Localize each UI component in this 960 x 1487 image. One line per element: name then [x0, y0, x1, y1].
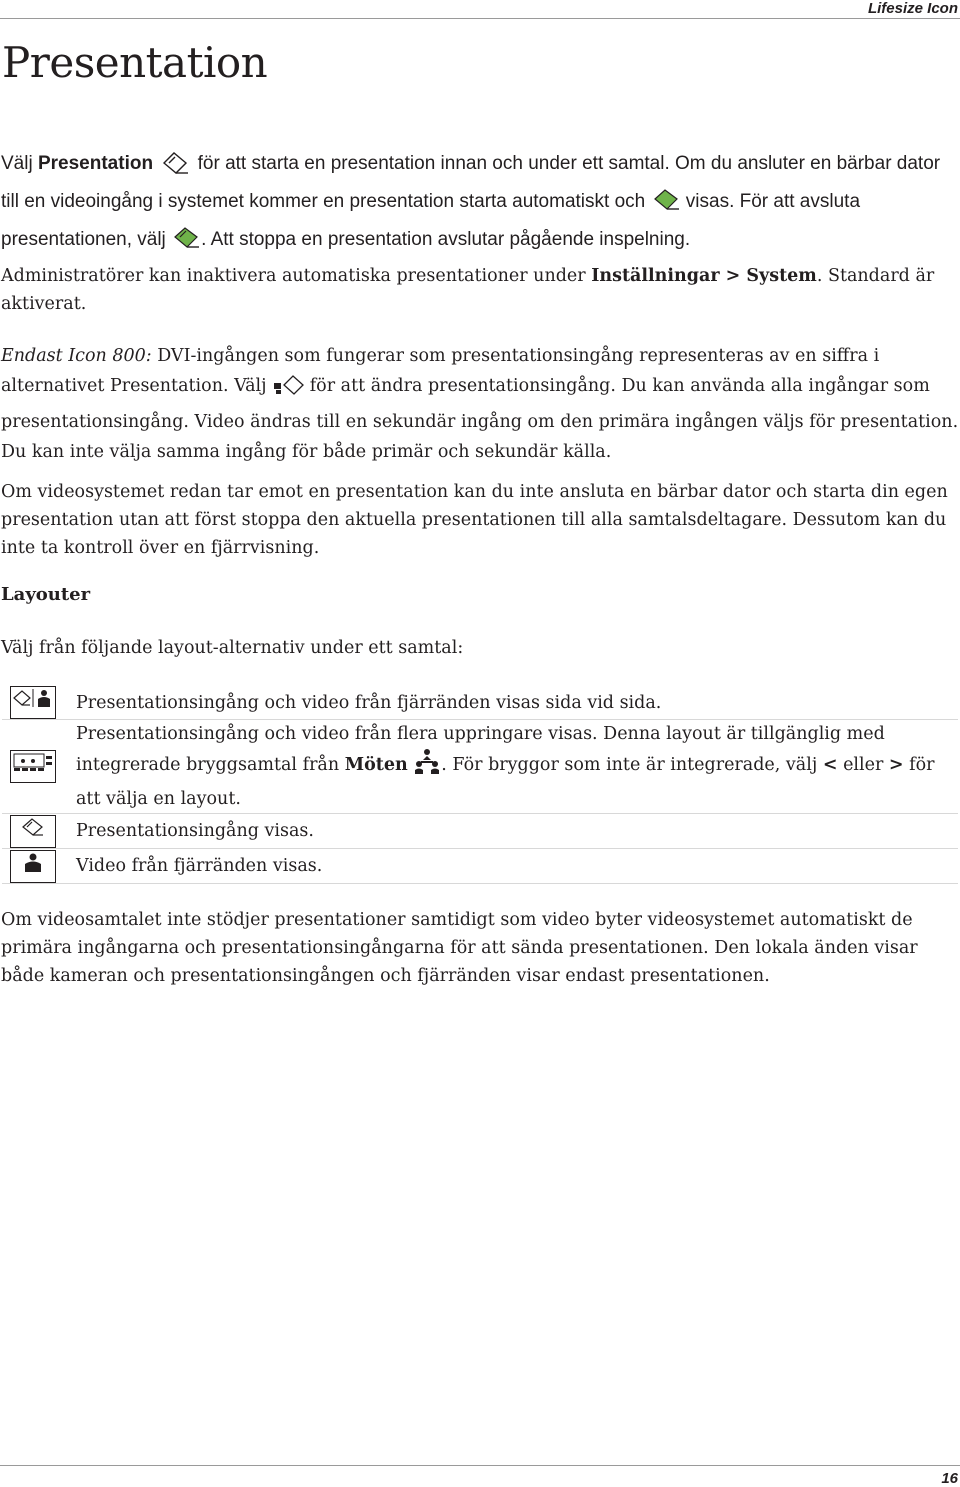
multi-caller-layout-icon: [10, 750, 56, 783]
header-divider: [0, 18, 960, 19]
meetings-label: Möten: [344, 755, 408, 775]
p1-text-1: Välj: [1, 153, 38, 174]
meetings-icon: [413, 748, 441, 785]
layout-icon-cell: [2, 849, 76, 884]
p1-text-3: visas. För att avsluta presentationen, välj: [1, 191, 861, 250]
layout-description: Video från fjärränden visas.: [76, 849, 958, 884]
layout-description: [76, 720, 958, 814]
row2-text-1: Presentationsingång och video från flera uppringare visas. Denna layout är tillgänglig med integrerade bryggsamtal från: [76, 724, 885, 775]
layout-row-video-only: [2, 849, 958, 884]
next-symbol: >: [888, 755, 904, 775]
layout-row-side-by-side: [2, 686, 958, 720]
p4-text: Om videosystemet redan tar emot en presentation kan du inte ansluta en bärbar dator och starta din egen presentation utan att först stoppa den aktuella presentationen till alla samtalsdeltagare. Dessutom kan du inte ta kontroll över en fjärrvisning.: [1, 482, 948, 558]
paragraph-fallback: [1, 906, 959, 990]
settings-path: Inställningar > System: [591, 266, 817, 286]
paragraph-remote-presentation: [1, 478, 959, 562]
paragraph-icon800: [1, 341, 959, 467]
side-by-side-layout-icon: [10, 686, 56, 719]
layouts-intro: [1, 634, 959, 662]
layouts-table: [2, 686, 958, 884]
page-number: 16: [941, 1470, 958, 1487]
footer-divider: [0, 1465, 960, 1466]
paragraph-admin: [1, 262, 959, 318]
layout-row-multi: [2, 720, 958, 814]
presentation-icon: [158, 149, 192, 186]
p5-text: Om videosamtalet inte stödjer presentationer samtidigt som video byter videosystemet automatiskt de primära ingångarna och presentationsingångarna för att sända presentationen. Den lokala änden visar både kameran och presentationsingången och fjärränden visar endast presentationen.: [1, 910, 918, 986]
layout-icon-cell: [2, 686, 76, 720]
layouts-intro-text: Välj från följande layout-alternativ under ett samtal:: [1, 638, 464, 658]
layout-row-presentation-only: [2, 814, 958, 849]
row2-text-4: för att välja en layout.: [76, 755, 935, 809]
layout-icon-cell: [2, 720, 76, 814]
presentation-active-icon: [651, 187, 681, 224]
presentation-input-icon: [272, 373, 304, 407]
layout-description: Presentationsingång visas.: [76, 814, 958, 849]
video-only-layout-icon: [10, 850, 56, 883]
layout-description: Presentationsingång och video från fjärränden visas sida vid sida.: [76, 686, 958, 720]
p3-text-2: för att ändra presentationsingång. Du kan använda alla ingångar som presentationsingång. Video ändras till en sekundär ingång om den primära ingången väljs för presentation. Du kan inte välja samma ingång för både primär och sekundär källa.: [1, 376, 959, 462]
presentation-label: Presentation: [37, 153, 154, 174]
p3-text-1: DVI-ingången som fungerar som presentationsingång representeras av en siffra i alternativet Presentation. Välj: [1, 346, 880, 396]
icon800-label: Endast Icon 800:: [1, 346, 152, 366]
presentation-only-layout-icon: [10, 815, 56, 848]
layouts-heading: Layouter: [1, 584, 91, 605]
page-title: Presentation: [2, 38, 268, 87]
p1-text-4: . Att stoppa en presentation avslutar pågående inspelning.: [201, 229, 691, 250]
prev-symbol: <: [822, 755, 838, 775]
paragraph-presentation-intro: [1, 148, 959, 262]
header-title: Lifesize Icon: [867, 0, 958, 17]
p1-text-2: för att starta en presentation innan och under ett samtal. Om du ansluter en bärbar dator till en videoingång i systemet kommer en presentation starta automatiskt och: [1, 153, 941, 212]
stop-presentation-icon: [171, 225, 201, 262]
p2-text-2: . Standard är aktiverat.: [1, 266, 935, 314]
layout-icon-cell: [2, 814, 76, 849]
p2-text-1: Administratörer kan inaktivera automatiska presentationer under: [1, 266, 592, 286]
row2-text-3: eller: [837, 755, 889, 775]
row2-text-2: . För bryggor som inte är integrerade, välj: [441, 755, 823, 775]
